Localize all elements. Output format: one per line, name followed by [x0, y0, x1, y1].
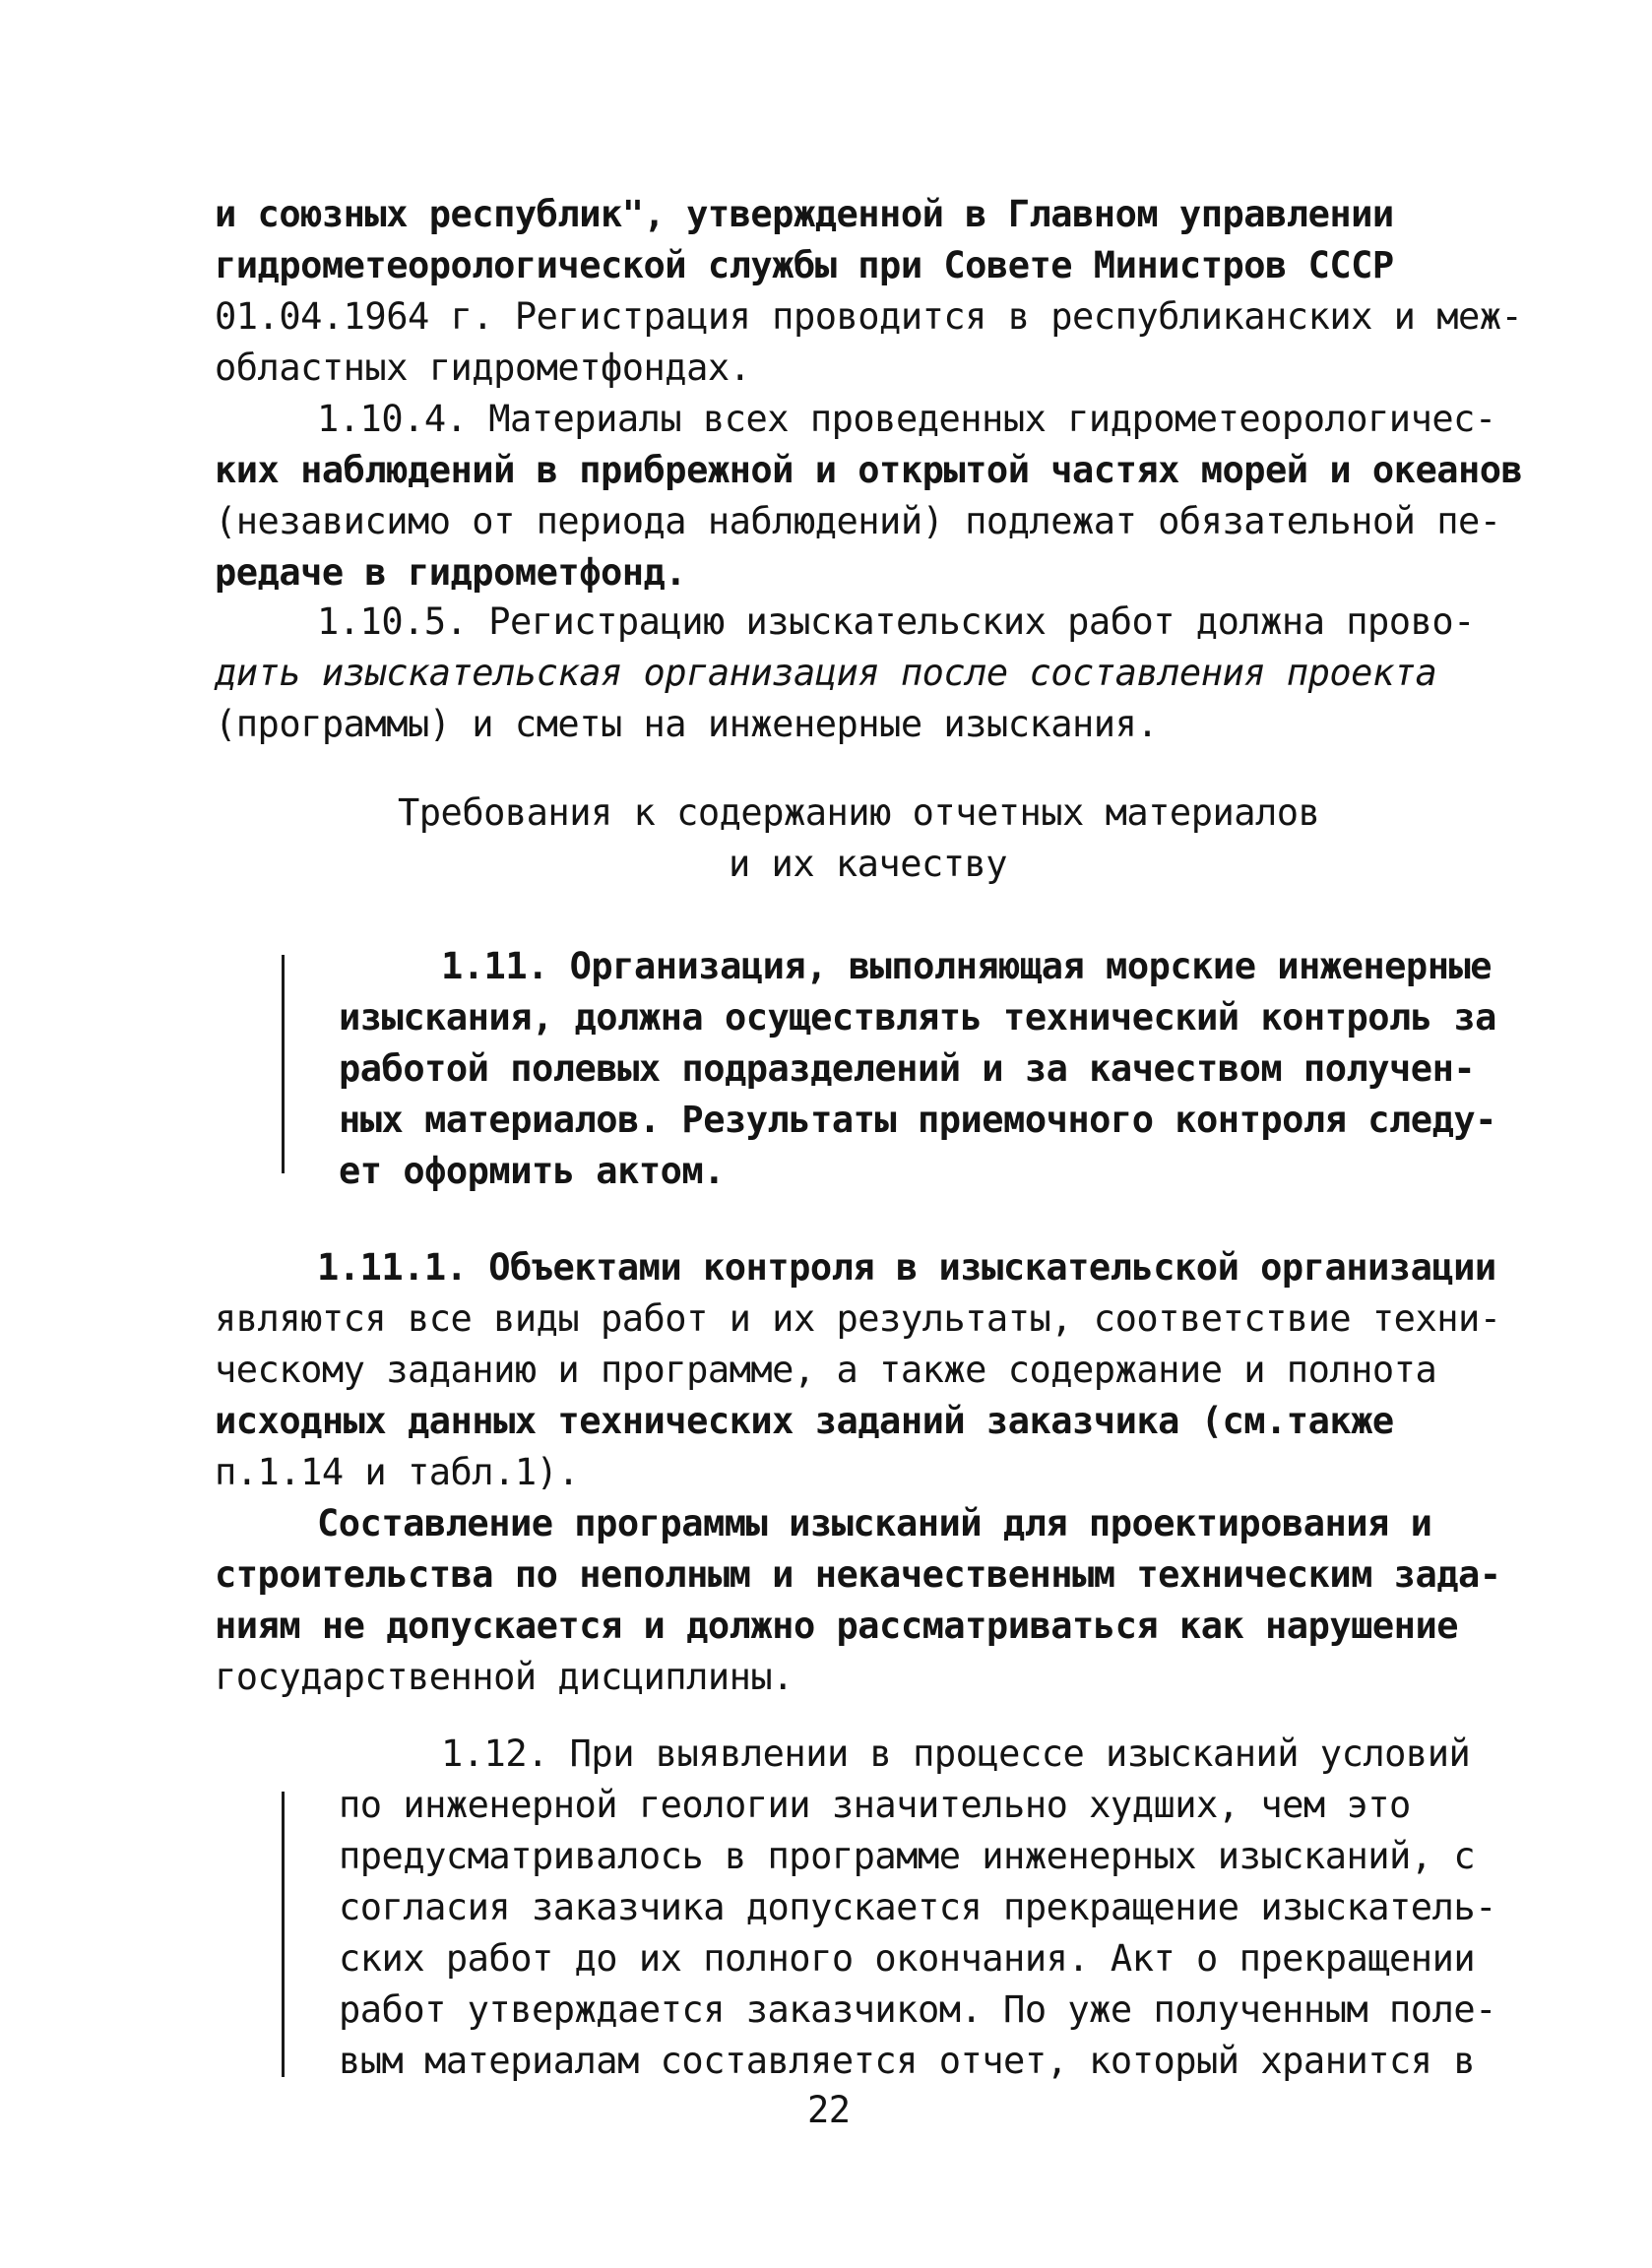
margin-change-bar	[282, 955, 285, 1173]
text-line: 1.10.5. Регистрацию изыскательских работ должна прово-	[317, 600, 1475, 643]
text-line: работ утверждается заказчиком. По уже полученным поле-	[339, 1988, 1496, 2031]
text-line: Составление программы изысканий для проектирования и	[317, 1502, 1432, 1544]
text-line: областных гидрометфондах.	[215, 346, 751, 389]
text-line: изыскания, должна осуществлять технический контроль за	[339, 996, 1496, 1039]
text-line: п.1.14 и табл.1).	[215, 1451, 580, 1493]
text-line: вым материалам составляется отчет, который хранится в	[339, 2040, 1476, 2082]
text-line: исходных данных технических заданий заказчика (см.также	[215, 1400, 1394, 1442]
text-line: по инженерной геологии значительно худших, чем это	[339, 1784, 1411, 1826]
text-line: 01.04.1964 г. Регистрация проводится в республиканских и меж-	[215, 295, 1523, 338]
text-line: (независимо от периода наблюдений) подлежат обязательной пе-	[215, 500, 1501, 542]
text-line: ских работ до их полного окончания. Акт о прекращении	[339, 1937, 1476, 1980]
text-line: ких наблюдений в прибрежной и открытой частях морей и океанов	[215, 449, 1523, 491]
text-line: работой полевых подразделений и за качеством получен-	[339, 1047, 1476, 1090]
margin-change-bar	[282, 1792, 285, 2077]
section-heading: и их качеству	[729, 843, 1008, 885]
text-line: предусматривалось в программе инженерных изысканий, с	[339, 1835, 1476, 1877]
text-line: ческому заданию и программе, а также содержание и полнота	[215, 1349, 1437, 1391]
text-line: (программы) и сметы на инженерные изыскания.	[215, 703, 1159, 745]
text-line: являются все виды работ и их результаты, соответствие техни-	[215, 1297, 1501, 1340]
text-line: дить изыскательская организация после составления проекта	[215, 652, 1437, 694]
text-line: согласия заказчика допускается прекращение изыскатель-	[339, 1886, 1496, 1928]
text-line: 1.10.4. Материалы всех проведенных гидрометеорологичес-	[317, 398, 1496, 440]
text-line: государственной дисциплины.	[215, 1656, 794, 1698]
text-line: 1.11. Организация, выполняющая морские инженерные	[441, 945, 1493, 987]
text-line: ных материалов. Результаты приемочного контроля следу-	[339, 1099, 1496, 1141]
text-line: ет оформить актом.	[339, 1150, 725, 1192]
text-line: и союзных республик", утвержденной в Главном управлении	[215, 193, 1394, 235]
text-line: гидрометеорологической службы при Совете Министров СССР	[215, 244, 1394, 286]
text-line: ниям не допускается и должно рассматриваться как нарушение	[215, 1605, 1459, 1647]
text-line: строительства по неполным и некачественным техническим зада-	[215, 1553, 1501, 1596]
text-line: 1.11.1. Объектами контроля в изыскательской организации	[317, 1246, 1496, 1289]
text-line: редаче в гидрометфонд.	[215, 551, 687, 594]
text-line: 1.12. При выявлении в процессе изысканий условий	[441, 1732, 1471, 1775]
page-number: 22	[807, 2089, 851, 2131]
section-heading: Требования к содержанию отчетных материалов	[398, 791, 1320, 834]
